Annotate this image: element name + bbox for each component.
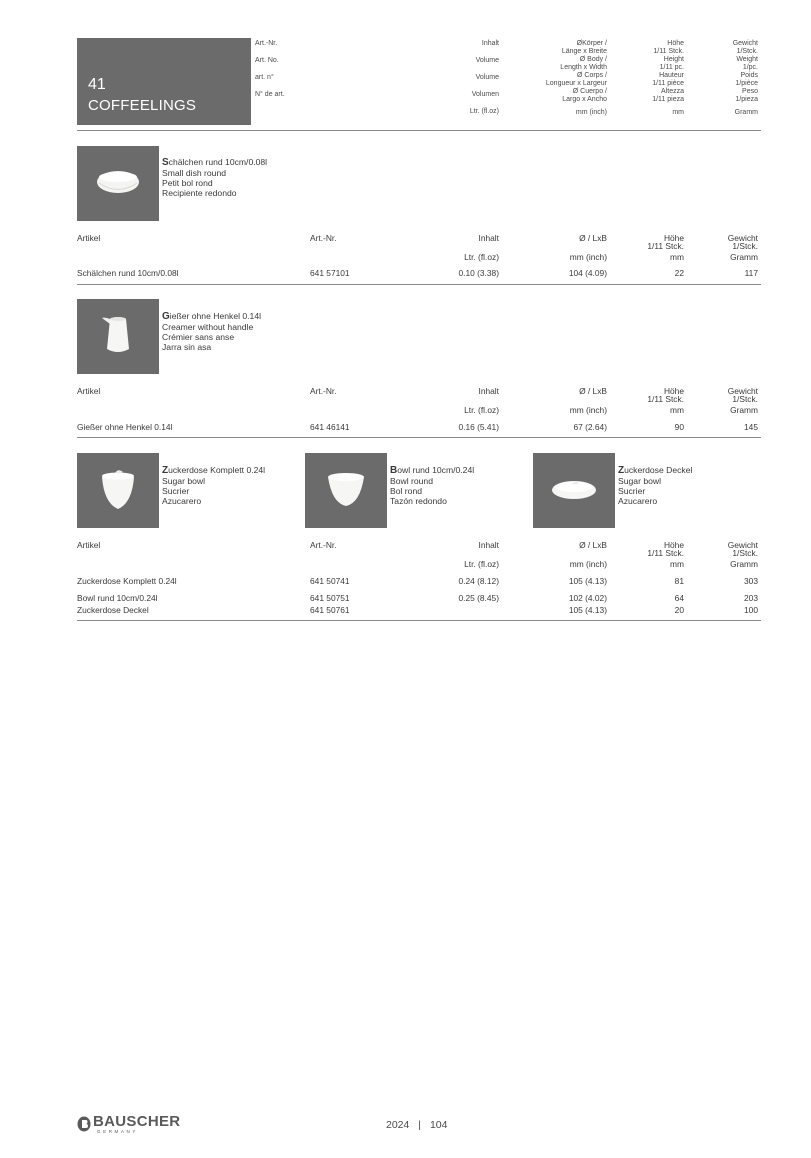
product-info-creamer [162, 311, 261, 353]
product-desc-fr: Bol rond [390, 486, 423, 497]
product-title: Schälchen rund 10cm/0.08l [162, 157, 268, 168]
product-image-creamer [77, 299, 159, 374]
divider [77, 130, 761, 131]
product-image-small-dish [77, 146, 159, 221]
product-desc-en: Bowl round [390, 476, 433, 486]
page-number: 104 [429, 1119, 448, 1131]
divider [77, 620, 761, 621]
divider [77, 284, 761, 285]
artnr-labels: Art.-Nr. Art. No. art. n° N° de art. [255, 40, 285, 98]
series-title-box [77, 38, 251, 125]
product-desc-es: Azucarero [162, 496, 202, 507]
product-desc-fr: Crémier sans anse [162, 332, 235, 343]
product-title: Gießer ohne Henkel 0.14l [162, 311, 262, 322]
product-image-sugar-bowl [77, 453, 159, 528]
brand-name: BAUSCHER [93, 1113, 181, 1130]
product-title: Zuckerdose Deckel [618, 465, 693, 476]
product-desc-es: Recipiente redondo [162, 188, 237, 199]
page-footer [386, 1119, 447, 1131]
product-image-sugar-lid [533, 453, 615, 528]
product-desc-es: Jarra sin asa [162, 342, 212, 353]
product-info-sugar-bowl [162, 465, 265, 507]
col-dim-header: ØKörper / Länge x Breite Ø Body / Length x Width Ø Corps / Longueur x Largeur Ø Cuerpo / Largo x Ancho mm (inch) [545, 40, 607, 116]
product-desc-fr: Sucrier [162, 486, 190, 497]
product-info-sugar-lid [618, 465, 692, 507]
product-info-bowl [390, 465, 474, 507]
product-desc-en: Creamer without handle [162, 322, 254, 332]
product-desc-es: Azucarero [618, 496, 658, 507]
footer-separator: | [418, 1119, 422, 1131]
brand-emblem-icon [77, 1116, 91, 1132]
product-title: Bowl rund 10cm/0.24l [390, 465, 475, 476]
product-desc-fr: Petit bol rond [162, 178, 213, 189]
brand-sub: GERMANY [97, 1129, 138, 1134]
product-image-bowl [305, 453, 387, 528]
product-desc-es: Tazón redondo [390, 496, 447, 507]
product-desc-fr: Sucrier [618, 486, 646, 497]
product-title: Zuckerdose Komplett 0.24l [162, 465, 266, 476]
product-info-small-dish [162, 157, 267, 199]
product-desc-en: Small dish round [162, 168, 227, 178]
col-inhalt-header: Inhalt Volume Volume Volumen Ltr. (fl.oz) [469, 40, 499, 115]
product-desc-en: Sugar bowl [162, 476, 205, 486]
col-hoehe-header: Höhe 1/11 Stck. Height 1/11 pc. Hauteur 1/11 pièce Altezza 1/11 pieza mm [652, 40, 684, 116]
series-name: COFFEELINGS [88, 97, 197, 114]
col-gewicht-header: Gewicht 1/Stck. Weight 1/pc. Poids 1/pièce Peso 1/pieza Gramm [732, 40, 758, 116]
series-number: 41 [88, 76, 106, 93]
product-desc-en: Sugar bowl [618, 476, 661, 486]
divider [77, 437, 761, 438]
footer-year: 2024 [386, 1119, 410, 1131]
